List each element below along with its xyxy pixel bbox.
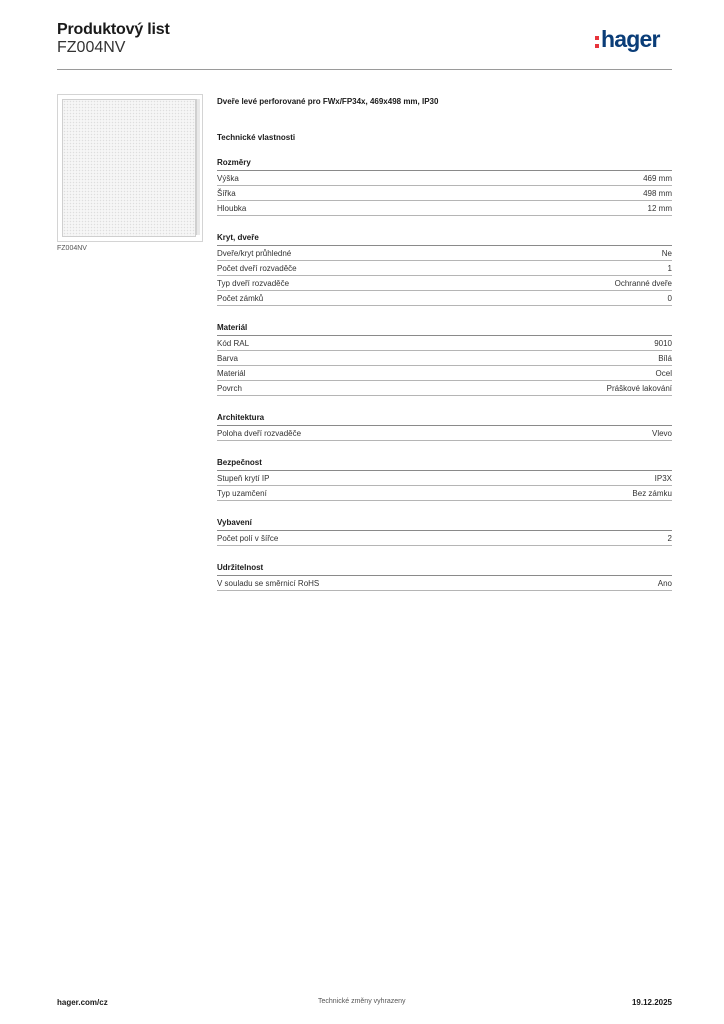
- table-row: [217, 366, 672, 381]
- table-row: [217, 276, 672, 291]
- product-image: [57, 94, 203, 242]
- product-description: Dveře levé perforované pro FWx/FP34x, 469x498 mm, IP30: [217, 97, 439, 106]
- logo-text: hager: [601, 26, 660, 52]
- perforated-door-panel-icon: [62, 99, 196, 237]
- table-row: [217, 426, 672, 441]
- header-divider: [57, 69, 672, 70]
- section-title: Udržitelnost: [217, 562, 672, 576]
- section-title: Rozměry: [217, 157, 672, 171]
- section-safety: [217, 457, 672, 501]
- row-label: Počet polí v šířce: [217, 533, 279, 543]
- row-label: Výška: [217, 173, 239, 183]
- panel-hinge-edge: [196, 99, 200, 235]
- section-equipment: [217, 517, 672, 546]
- section-cover-door: [217, 232, 672, 306]
- table-row: [217, 471, 672, 486]
- hager-logo: [591, 28, 660, 51]
- table-row: [217, 336, 672, 351]
- image-caption: FZ004NV: [57, 245, 87, 252]
- row-label: Povrch: [217, 383, 242, 393]
- footer-website-link[interactable]: hager.com/cz: [57, 998, 108, 1007]
- table-row: [217, 186, 672, 201]
- page-title: Produktový list: [57, 21, 170, 38]
- row-value: 469 mm: [643, 173, 672, 183]
- section-title: Materiál: [217, 322, 672, 336]
- row-value: Vlevo: [651, 428, 672, 438]
- row-label: V souladu se směrnicí RoHS: [217, 578, 320, 588]
- row-value: Ocel: [655, 368, 672, 378]
- row-label: Materiál: [217, 368, 246, 378]
- row-value: Bez zámku: [632, 488, 672, 498]
- section-material: [217, 322, 672, 396]
- row-value: 9010: [654, 338, 672, 348]
- table-row: [217, 201, 672, 216]
- table-row: [217, 531, 672, 546]
- row-value: Práškové lakování: [606, 383, 672, 393]
- table-row: [217, 486, 672, 501]
- row-value: Ochranné dveře: [614, 278, 672, 288]
- row-value: Ne: [661, 248, 672, 258]
- section-title: Bezpečnost: [217, 457, 672, 471]
- table-row: [217, 291, 672, 306]
- row-label: Typ dveří rozvaděče: [217, 278, 290, 288]
- row-label: Počet zámků: [217, 293, 264, 303]
- technical-properties-heading: Technické vlastnosti: [217, 133, 296, 142]
- table-row: [217, 381, 672, 396]
- section-dimensions: [217, 157, 672, 216]
- row-label: Kód RAL: [217, 338, 250, 348]
- row-value: Bílá: [658, 353, 672, 363]
- section-title: Architektura: [217, 412, 672, 426]
- table-row: [217, 246, 672, 261]
- row-label: Dveře/kryt průhledné: [217, 248, 292, 258]
- row-value: 0: [667, 293, 672, 303]
- section-title: Kryt, dveře: [217, 232, 672, 246]
- row-value: 2: [667, 533, 672, 543]
- section-sustainability: [217, 562, 672, 591]
- table-row: [217, 261, 672, 276]
- footer-date: 19.12.2025: [631, 998, 672, 1007]
- footer-notice: Technické změny vyhrazeny: [318, 998, 406, 1005]
- row-label: Počet dveří rozvaděče: [217, 263, 297, 273]
- row-label: Hloubka: [217, 203, 247, 213]
- row-label: Stupeň krytí IP: [217, 473, 270, 483]
- row-value: 1: [667, 263, 672, 273]
- row-label: Typ uzamčení: [217, 488, 267, 498]
- product-details: [217, 96, 672, 591]
- row-label: Barva: [217, 353, 238, 363]
- row-label: Šířka: [217, 188, 236, 198]
- table-row: [217, 171, 672, 186]
- table-row: [217, 576, 672, 591]
- row-value: 498 mm: [643, 188, 672, 198]
- row-value: IP3X: [654, 473, 672, 483]
- section-architecture: [217, 412, 672, 441]
- product-code: FZ004NV: [57, 39, 126, 56]
- section-title: Vybavení: [217, 517, 672, 531]
- row-value: 12 mm: [647, 203, 672, 213]
- row-label: Poloha dveří rozvaděče: [217, 428, 302, 438]
- table-row: [217, 351, 672, 366]
- row-value: Ano: [657, 578, 672, 588]
